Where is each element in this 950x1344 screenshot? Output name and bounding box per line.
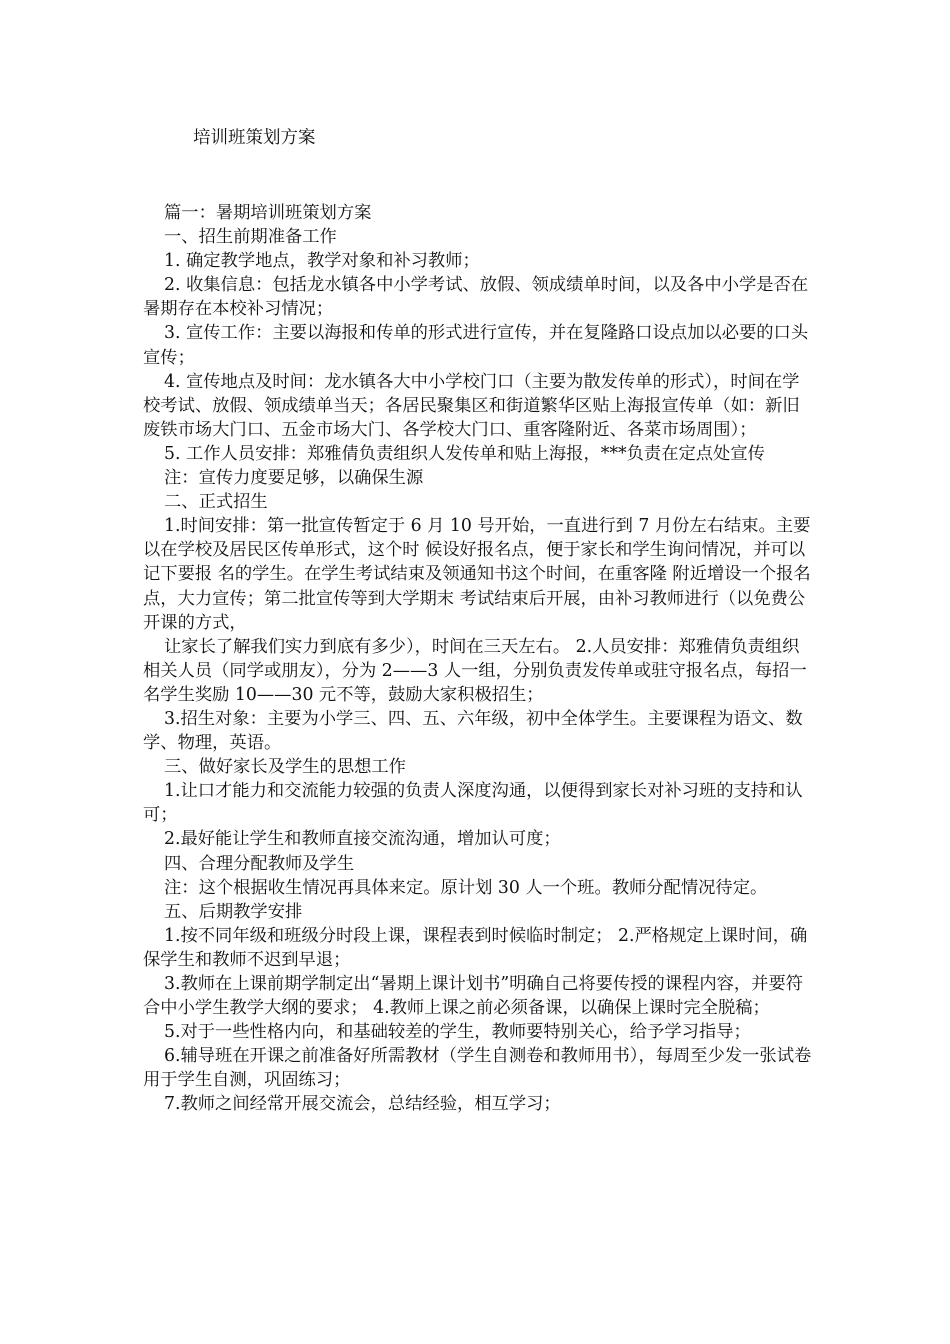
document-title: 培训班策划方案 <box>193 128 316 148</box>
paragraph-note: 注：宣传力度要足够，以确保生源 <box>164 468 424 489</box>
paragraph: 5.对于一些性格内向，和基础较差的学生，教师要特别关心，给予学习指导； <box>164 1022 751 1043</box>
paragraph: 2.最好能让学生和教师直接交流沟通，增加认可度； <box>164 829 561 850</box>
paragraph-section-heading: 篇一：暑期培训班策划方案 <box>164 203 372 223</box>
paragraph: 7.教师之间经常开展交流会，总结经验，相互学习； <box>164 1094 561 1115</box>
paragraph: 1. 确定教学地点，教学对象和补习教师； <box>164 251 480 272</box>
paragraph: 3.教师在上课前期学制定出“暑期上课计划书”明确自己将要传授的课程内容，并要符合中小学生教学大纲的要求； 4.教师上课之前必须备课，以确保上课时完全脱稿； <box>143 974 804 1019</box>
paragraph: 5. 工作人员安排：郑雅倩负责组织人发传单和贴上海报，***负责在定点处宣传 <box>164 443 765 464</box>
paragraph-note: 注：这个根据收生情况再具体来定。原计划 30 人一个班。教师分配情况待定。 <box>164 877 768 898</box>
paragraph: 6.辅导班在开课之前准备好所需教材（学生自测卷和教师用书），每周至少发一张试卷用于学生自测，巩固练习； <box>143 1046 812 1091</box>
paragraph: 2. 收集信息：包括龙水镇各中小学考试、放假、领成绩单时间，以及各中小学是否在暑期存在本校补习情况； <box>143 275 809 320</box>
document-body <box>143 201 815 1117</box>
paragraph: 1.时间安排：第一批宣传暂定于 6 月 10 号开始，一直进行到 7 月份左右结束。主要以在学校及居民区传单形式，这个时 候设好报名点，便于家长和学生询问情况，并可以记下要报 名的学生。在学生考试结束及领通知书这个时间，在重客隆 附近增设一个报名点，大力宣传；第二批宣传等到大学期末 考试结束后开展，由补习教师进行（以免费公开课的方式， <box>143 516 811 633</box>
paragraph-heading-5: 五、后期教学安排 <box>164 901 303 922</box>
paragraph: 4. 宣传地点及时间：龙水镇各大中小学校门口（主要为散发传单的形式），时间在学校考试、放假、领成绩单当天；各居民聚集区和街道繁华区贴上海报宣传单（如：新旧废铁市场大门口、五金市场大门、各学校大门口、重客隆附近、各菜市场周围）； <box>143 371 800 440</box>
paragraph: 1.按不同年级和班级分时段上课，课程表到时候临时制定； 2.严格规定上课时间，确保学生和教师不迟到早退； <box>143 925 808 970</box>
paragraph: 3. 宣传工作：主要以海报和传单的形式进行宣传，并在复隆路口设点加以必要的口头宣传； <box>143 323 809 368</box>
paragraph-heading-4: 四、合理分配教师及学生 <box>164 853 355 874</box>
paragraph-heading-1: 一、招生前期准备工作 <box>164 227 337 248</box>
paragraph: 让家长了解我们实力到底有多少），时间在三天左右。 2.人员安排：郑雅倩负责组织相关人员（同学或朋友），分为 2——3 人一组，分别负责发传单或驻守报名点，每招一名学生奖励 10——30 元不等，鼓励大家积极招生； <box>143 636 807 705</box>
paragraph-heading-3: 三、做好家长及学生的思想工作 <box>164 757 406 778</box>
paragraph: 1.让口才能力和交流能力较强的负责人深度沟通，以便得到家长对补习班的支持和认可； <box>143 781 803 826</box>
paragraph: 3.招生对象：主要为小学三、四、五、六年级，初中全体学生。主要课程为语文、数学、物理，英语。 <box>143 708 803 754</box>
paragraph-heading-2: 二、正式招生 <box>164 492 268 513</box>
